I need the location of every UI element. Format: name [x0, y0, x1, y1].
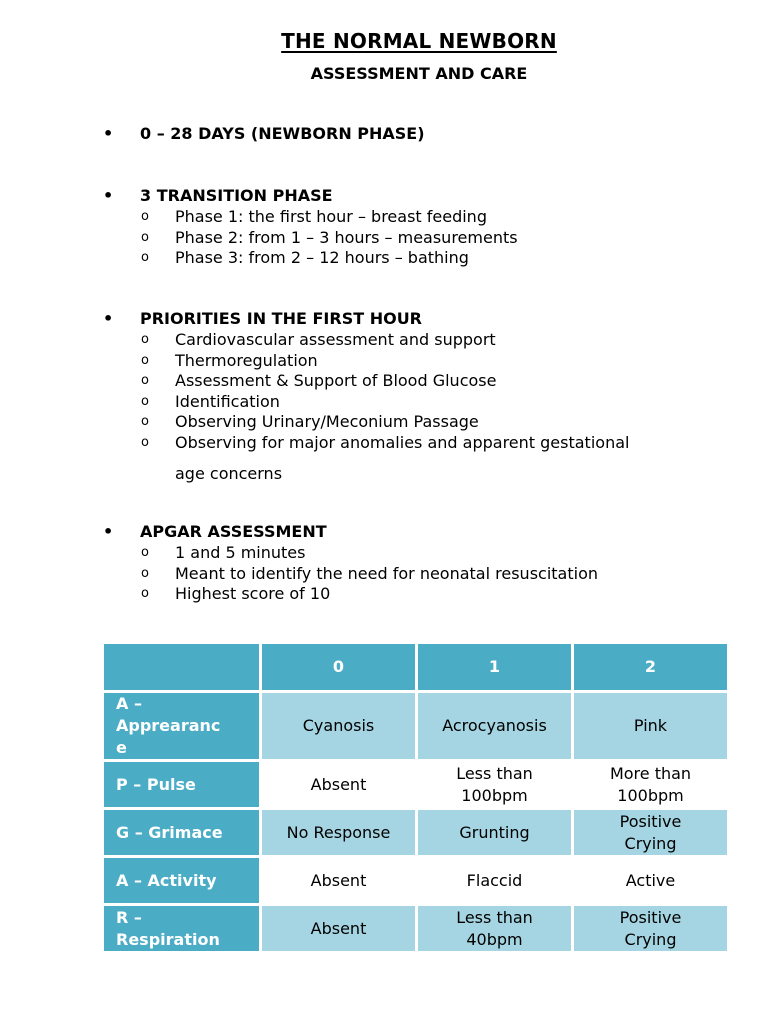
sub-list — [0, 543, 768, 605]
row-label-line: P – Pulse — [116, 774, 196, 794]
row-label-line: A – Activity — [116, 870, 217, 890]
list-item — [0, 371, 768, 392]
list-item — [0, 392, 768, 413]
table-cell — [418, 810, 571, 855]
list-item — [0, 248, 768, 269]
section-heading: PRIORITIES IN THE FIRST HOUR — [140, 309, 422, 328]
section-heading: 3 TRANSITION PHASE — [140, 186, 333, 205]
cell-line: Crying — [624, 833, 677, 853]
table-cell — [574, 693, 727, 759]
hollow-circle-icon: o — [141, 209, 149, 224]
row-label-line: G – Grimace — [116, 822, 223, 842]
table-cell — [418, 906, 571, 951]
row-label-line: Apprearanc — [116, 716, 221, 735]
table-cell — [262, 858, 415, 903]
cell-line: Acrocyanosis — [442, 716, 547, 735]
table-cell — [262, 906, 415, 951]
section-newborn-phase — [0, 123, 768, 145]
list-item-text: Observing Urinary/Meconium Passage — [175, 412, 479, 432]
hollow-circle-icon: o — [141, 352, 149, 368]
bullet-icon: • — [103, 309, 114, 328]
cell-line: Flaccid — [466, 870, 523, 890]
list-item — [0, 207, 768, 228]
table-cell — [262, 810, 415, 855]
cell-line: More than — [609, 763, 692, 783]
bullet-icon: • — [103, 124, 114, 143]
list-item-text: Phase 2: from 1 – 3 hours – measurements — [175, 227, 518, 247]
table-row — [104, 858, 727, 903]
table-header-cell: 2 — [574, 644, 727, 690]
hollow-circle-icon: o — [141, 545, 149, 560]
list-item-text: Phase 1: the first hour – breast feeding — [175, 207, 487, 226]
section-heading: 0 – 28 DAYS (NEWBORN PHASE) — [140, 124, 425, 143]
hollow-circle-icon: o — [141, 250, 149, 266]
page-title: THE NORMAL NEWBORN — [281, 29, 557, 53]
cell-line: Absent — [310, 918, 367, 938]
section-heading-row — [0, 123, 768, 145]
list-item-text-continued: age concerns — [175, 463, 283, 483]
row-label-line: R – — [116, 907, 142, 927]
row-label-line: e — [116, 738, 127, 757]
table-cell — [574, 858, 727, 903]
table-header-cell — [104, 644, 259, 690]
section-heading: APGAR ASSESSMENT — [140, 522, 327, 541]
list-item — [0, 412, 768, 433]
cell-line: Absent — [310, 774, 367, 794]
table-cell — [418, 693, 571, 759]
section-transition-phase — [0, 185, 768, 269]
table-cell — [262, 762, 415, 807]
row-label — [104, 858, 259, 903]
section-heading-row — [0, 185, 768, 207]
table-header-cell: 1 — [418, 644, 571, 690]
hollow-circle-icon: o — [141, 373, 149, 389]
table-cell — [574, 762, 727, 807]
list-item-text: Observing for major anomalies and apparent gestational — [175, 432, 630, 452]
table-header-row — [104, 644, 727, 690]
hollow-circle-icon: o — [141, 229, 149, 245]
hollow-circle-icon: o — [141, 565, 149, 581]
list-item — [0, 543, 768, 564]
table-row — [104, 762, 727, 807]
cell-line: 100bpm — [617, 785, 684, 805]
row-label — [104, 762, 259, 807]
hollow-circle-icon: o — [141, 414, 149, 430]
list-item-text: Assessment & Support of Blood Glucose — [175, 371, 497, 391]
table-row — [104, 810, 727, 855]
cell-line: Cyanosis — [302, 716, 375, 735]
list-item — [0, 351, 768, 372]
hollow-circle-icon: o — [141, 586, 149, 602]
list-item — [0, 228, 768, 249]
row-label — [104, 810, 259, 855]
row-label — [104, 693, 259, 759]
cell-line: Less than — [456, 907, 533, 927]
list-item — [0, 564, 768, 585]
cell-line: Less than — [456, 763, 533, 783]
cell-line: Positive — [619, 907, 682, 927]
table-cell — [418, 858, 571, 903]
row-label-line: Respiration — [116, 929, 220, 949]
table-cell — [574, 906, 727, 951]
list-item-text: Identification — [175, 391, 280, 411]
table-header-cell: 0 — [262, 644, 415, 690]
list-item-text: Phase 3: from 2 – 12 hours – bathing — [175, 248, 469, 268]
list-item-text: Thermoregulation — [175, 350, 318, 370]
list-item — [0, 584, 768, 605]
table-cell — [418, 762, 571, 807]
cell-line: 100bpm — [461, 785, 528, 805]
list-item — [0, 433, 768, 484]
section-heading-row — [0, 308, 768, 330]
list-item-text: 1 and 5 minutes — [175, 543, 306, 562]
list-item-text: Cardiovascular assessment and support — [175, 330, 496, 349]
list-item-text: Highest score of 10 — [175, 584, 331, 604]
cell-line: 40bpm — [466, 929, 523, 949]
list-item-text: Meant to identify the need for neonatal resuscitation — [175, 563, 598, 583]
cell-line: Pink — [633, 716, 668, 735]
row-label — [104, 906, 259, 951]
cell-line: Active — [625, 870, 676, 890]
cell-line: Positive — [619, 811, 682, 831]
bullet-icon: • — [103, 186, 114, 205]
cell-line: Grunting — [459, 822, 530, 842]
cell-line: No Response — [286, 822, 391, 842]
bullet-icon: • — [103, 522, 114, 541]
row-label-line: A – — [116, 694, 142, 713]
list-item — [0, 330, 768, 351]
table-cell — [574, 810, 727, 855]
section-apgar — [0, 521, 768, 605]
section-heading-row — [0, 521, 768, 543]
section-priorities — [0, 308, 768, 484]
hollow-circle-icon: o — [141, 434, 149, 450]
sub-list — [0, 207, 768, 269]
cell-line: Crying — [624, 929, 677, 949]
table-row — [104, 906, 727, 951]
sub-list — [0, 330, 768, 484]
hollow-circle-icon: o — [141, 393, 149, 409]
cell-line: Absent — [310, 870, 367, 890]
apgar-table — [101, 641, 730, 954]
page-subtitle: ASSESSMENT AND CARE — [310, 64, 528, 83]
table-cell — [262, 693, 415, 759]
table-row — [104, 693, 727, 759]
hollow-circle-icon: o — [141, 332, 149, 347]
